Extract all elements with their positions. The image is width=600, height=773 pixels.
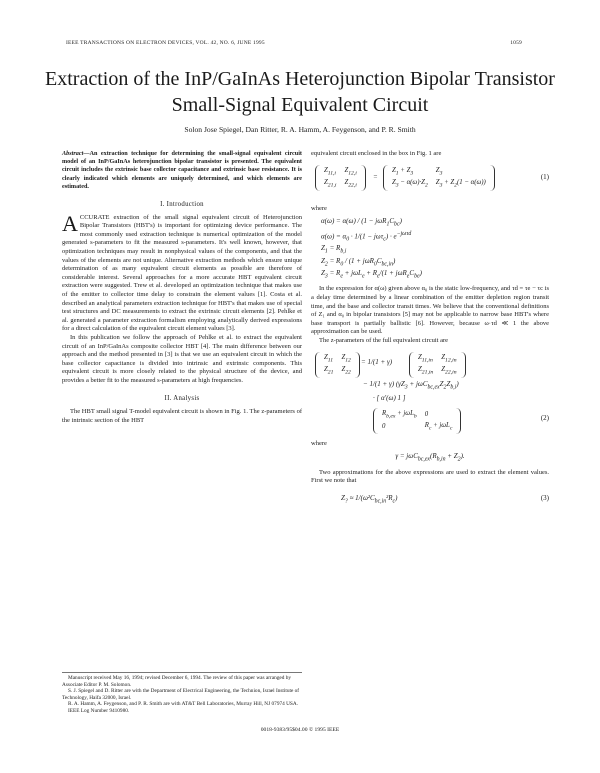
footnote-line: S. J. Spiegel and D. Ritter are with the Department of Electrical Engineering, the Technion, Israel Institute of Technology, Haifa 32000, Israel. bbox=[62, 688, 300, 701]
analysis-paragraph-1: The HBT small signal T-model equivalent circuit is shown in Fig. 1. The z-parameters of the intrinsic section of the HBT bbox=[62, 408, 302, 424]
abstract bbox=[62, 150, 302, 191]
copyright-line: 0018-9383/95$04.00 © 1995 IEEE bbox=[260, 727, 340, 733]
right-paragraph-approx: Two approximations for the above expressions are used to extract the element values. First we note that bbox=[311, 468, 549, 485]
intro-paragraph-2: In this publication we follow the approach of Pehlke et al. to extract the equivalent circuit of an InP/GaInAs composite collector HBT [4]. The main difference between our approach and the method presented in [3] is that we use an equivalent circuit in which the base collector capacitance is divided into intrinsic and extrinsic components. This equivalent circuit is more closely related to the physical structure of the device, and provides a better fit to the measured s-parameters at high frequencies. bbox=[62, 333, 302, 384]
right-paragraph-zparams: The z-parameters of the full equivalent circuit are bbox=[319, 337, 449, 345]
page-number: 1059 bbox=[510, 40, 522, 46]
abstract-text: An extraction technique for determining the small-signal equivalent circuit model of an InP/GaInAs heterojunction bipolar transistor is presented. The equivalent circuit includes the extrinsic base collector capacitance and extrinsic base resistance. It is clearly indicated which elements are uniquely determined, and which elements are estimated. bbox=[62, 150, 302, 190]
footnote-line: R. A. Hamm, A. Feygenson, and P. R. Smith are with AT&T Bell Laboratories, Murray Hill, NJ 07974 USA. bbox=[68, 701, 299, 708]
where-label: where bbox=[311, 204, 327, 212]
equation-number: (2) bbox=[540, 413, 549, 422]
footnote-line: IEEE Log Number 9410980. bbox=[68, 707, 130, 714]
author-list: Solon Jose Spiegel, Dan Ritter, R. A. Hamm, A. Feygenson, and P. R. Smith bbox=[184, 125, 416, 134]
where-label: where bbox=[311, 439, 327, 447]
equation-3: $Z_? \approx 1/(\omega^2C_{bc,in}^2R_c)$ (3) bbox=[341, 493, 549, 505]
footnote-line: Manuscript received May 16, 1994; revised December 6, 1994. The review of this paper was arranged by Associate Editor P. M. Solomon. bbox=[62, 675, 292, 688]
intro-paragraph-1-text: CCURATE extraction of the small signal equivalent circuit of Heterojunction Bipolar Transistors (HBT's) is important for optimizing device performance. The most commonly used extraction technique is numerical optimization of the model generated s-parameters to fit the measured s-parameters. It's well known, however, that optimization techniques may result in nonphysical values of the components, and that the values of the elements are not unique. Alternative extraction methods which ensure unique determination of as many equivalent circuit elements as possible are therefore of considerable interest. Several approaches for a more accurate HBT equivalent circuit extraction were suggested. Trew et al. developed an optimization technique that makes use of the emitter to collector time delay to constrain the element values [1]. Costa et al. described an analytical parameters extraction technique for HBT's that makes use of special test structures and DC measurements to extract the extrinsic circuit elements [2]. Pehlke et al. generated a parameter extraction formalism employing analytically derived expressions for a direct calculation of the equivalent circuit element values [3]. bbox=[62, 213, 302, 333]
section-heading-analysis: II. Analysis bbox=[164, 395, 200, 403]
equation-number: (1) bbox=[540, 172, 549, 181]
abstract-label: Abstract— bbox=[62, 150, 90, 157]
section-heading-introduction: I. Introduction bbox=[160, 201, 204, 209]
equation-gamma: $\gamma = j\omega C_{bc,ex}(R_{b,in} + Z_2)$. bbox=[395, 452, 465, 463]
equation-definitions: $\alpha(\omega) = \alpha(\omega) / (1 - j\omega R_1C_{bc})$ $\alpha(\omega) = \alpha_0 \cdot 1/(1 - j\omega\tau_c) \cdot e^{-j\omega\tau d}$ $Z_1 = R_{b,i}$ $Z_2 = R_0 / (1 + j\omega R_0C_{bc,in})$ $Z_3 = R_e + j\omega L_e + R_e/(1 + j\omega R_eC_{be})$ bbox=[321, 217, 422, 280]
footnote bbox=[62, 672, 302, 715]
intro-paragraph-1 bbox=[62, 210, 302, 334]
running-header: IEEE TRANSACTIONS ON ELECTRON DEVICES, VOL. 42, NO. 6, JUNE 1995 bbox=[66, 40, 265, 46]
right-intro-text: equivalent circuit enclosed in the box in Fig. 1 are bbox=[311, 150, 442, 157]
left-column bbox=[62, 150, 302, 425]
right-paragraph-alpha: In the expression for α(ω) given above α₀ is the static low-frequency, and τd = τe − τc is a delay time determined by a linear combination of the emitter depletion region transit time, and the base and collector transit times. We believe that the conventional definitions of Z₁ and α₀ in bipolar transistors [5] may not be applicable to narrow base HBT's where base transport is partially ballistic [6]. However, because ω·τd ≪ 1 the above approximation can be used. bbox=[311, 285, 549, 336]
equation-2: $Z_{11}$ $Z_{12}$ $Z_{21}$ $Z_{22}$ = 1/(1 + γ) $Z_{11,in}$ $Z_{12,in}$ $Z_{21,in}$ $Z_{22,in}$ − 1/(1 + γ) $(\gamma Z_3 + j\omega C_{bc,ex}Z_2Z_{b,i})$ · [ α′(ω) 1 ] $R_{b,ex} + j\omega L_b$ 0 0 $R_c + j\omega L_c$ (2) bbox=[311, 350, 549, 436]
paper-title: Extraction of the InP/GaInAs Heterojunction Bipolar Transistor Small-Signal Equivalent Circuit bbox=[45, 68, 555, 116]
drop-cap: A bbox=[62, 210, 78, 236]
right-column bbox=[311, 150, 549, 512]
equation-1: $Z_{11,i}$ $Z_{12,i}$ $Z_{21,i}$ $Z_{22,i}$ = $Z_1 + Z_3$ $Z_3$ $Z_3 - \alpha(\omega)\cdot Z_2$ $Z_3 + Z_2(1 - \alpha(\omega))$ (1) bbox=[311, 163, 549, 201]
equation-number: (3) bbox=[540, 493, 549, 502]
